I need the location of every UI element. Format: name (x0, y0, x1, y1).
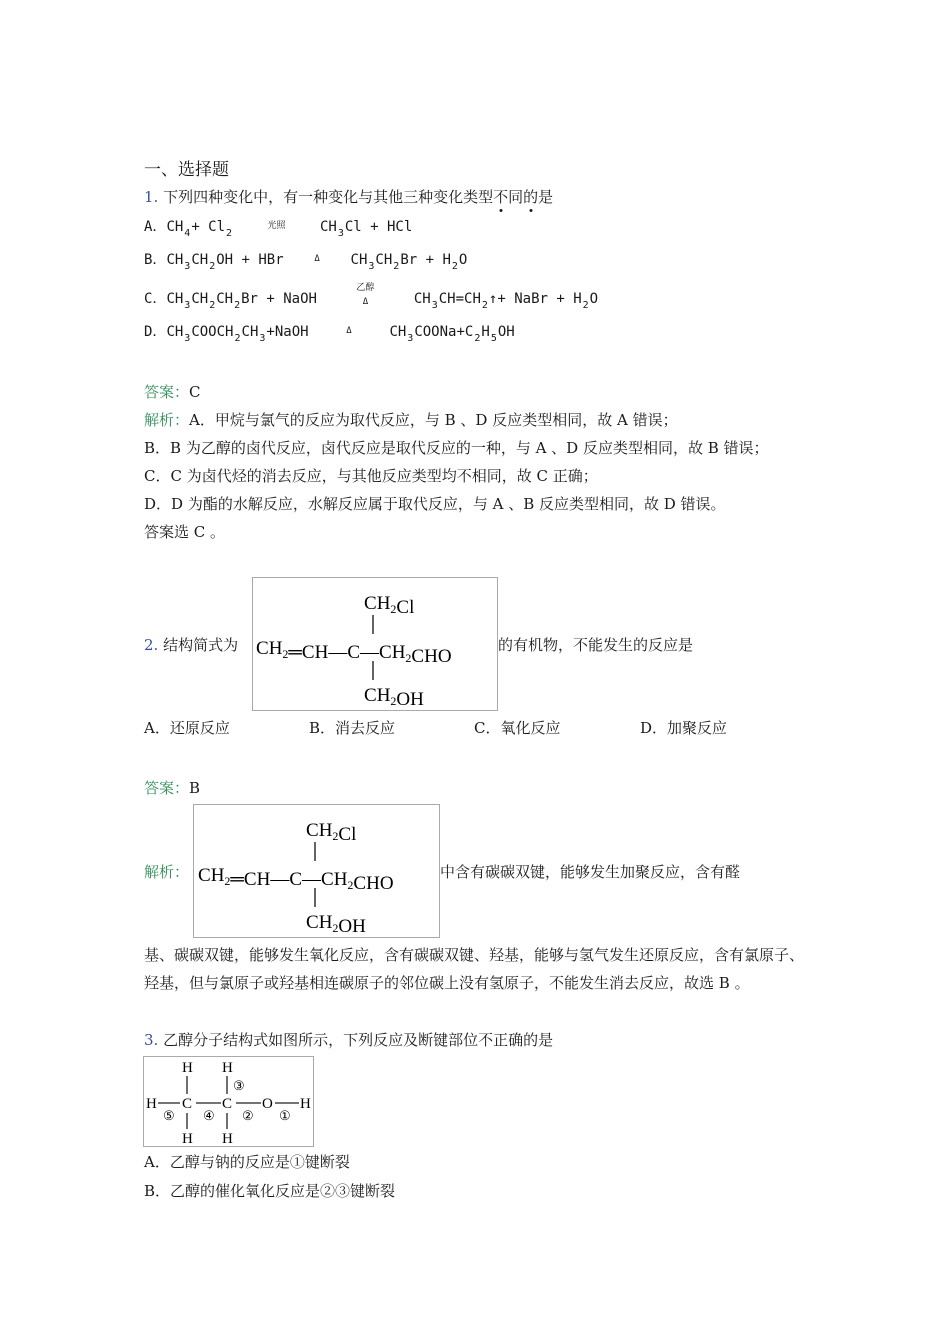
q3-option-a: A．乙醇与钠的反应是①键断裂 (144, 1153, 350, 1171)
q2-analysis-structure (193, 804, 440, 938)
atom-h: H (182, 1131, 193, 1146)
bond-3-label: ③ (233, 1078, 245, 1093)
atom-c: C (182, 1096, 193, 1112)
atom-h: H (300, 1096, 311, 1112)
q2-stem-post: 的有机物，不能发生的反应是 (498, 636, 694, 654)
q1-number: 1. (144, 188, 159, 206)
q1-answer: 答案：C (144, 383, 201, 401)
bond-4-label: ④ (203, 1108, 215, 1123)
bond-1-label: ① (279, 1108, 291, 1123)
reaction-condition: Δ (346, 326, 352, 336)
struct-top-group: $CH_2Cl$ (364, 593, 415, 618)
q2-option-d: D．加聚反应 (640, 719, 728, 737)
reaction-condition: Δ (314, 254, 320, 264)
q2-answer: 答案：B (144, 779, 201, 797)
ethanol-structure-diagram (143, 1056, 314, 1147)
q3-stem: 3. 乙醇分子结构式如图所示，下列反应及断键部位不正确的是 (144, 1031, 554, 1049)
atom-h: H (146, 1096, 157, 1112)
q2-option-b: B．消去反应 (309, 719, 396, 737)
q1-option-a: A．$CH_4+ Cl_2$ 光照 $CH_3Cl$ + HCl (144, 219, 413, 239)
reaction-condition: 光照 (267, 221, 286, 231)
struct-main-chain: $CH_2═CH—C—CH_2CHO$ (198, 865, 394, 894)
struct-main-chain: $CH_2═CH—C—CH_2CHO$ (256, 638, 452, 667)
reaction-condition: 乙醇 Δ (356, 283, 375, 307)
q2-analysis-rest: 基、碳碳双键，能够发生氧化反应，含有碳碳双键、羟基，能够与氢气发生还原反应，含有氯原子、羟基，但与氯原子或羟基相连碳原子的邻位碳上没有氢原子，不能发生消去反应，故选 B 。 (144, 946, 805, 992)
atom-c: C (222, 1096, 233, 1112)
q2-option-a: A．还原反应 (144, 719, 230, 737)
section-title: 一、选择题 (144, 160, 229, 180)
struct-top-group: $CH_2Cl$ (306, 820, 357, 845)
q2-stem-pre: 2. 结构简式为 (144, 636, 239, 654)
atom-h: H (182, 1060, 193, 1076)
q2-analysis-inline: 中含有碳碳双键，能够发生加聚反应，含有醛 (440, 863, 741, 881)
bond-2-label: ② (242, 1108, 254, 1123)
atom-o: O (262, 1096, 273, 1112)
struct-bottom-group: $CH_2OH$ (364, 685, 424, 710)
q3-option-b: B．乙醇的催化氧化反应是②③键断裂 (144, 1182, 396, 1200)
struct-bottom-group: $CH_2OH$ (306, 912, 366, 937)
bond-5-label: ⑤ (163, 1108, 175, 1123)
q1-option-c: C．$CH_3CH_2CH_2Br$ + NaOH 乙醇 Δ $CH_3CH=CH_2↑+$ NaBr + $H_2O$ (144, 283, 599, 311)
q1-option-b: B．$CH_3CH_2OH$ + HBr Δ $CH_3CH_2Br + H_2O$ (144, 252, 468, 272)
atom-h: H (222, 1131, 233, 1146)
q2-option-c: C．氧化反应 (474, 719, 561, 737)
atom-h: H (222, 1060, 233, 1076)
q2-analysis-label: 解析： (144, 863, 190, 881)
q1-stem: 1. 下列四种变化中，有一种变化与其他三种变化类型不同的是 (144, 188, 554, 206)
q1-option-d: D．$CH_3COOCH_2CH_3+NaOH$ Δ $CH_3COONa+C_2H_5OH$ (144, 324, 515, 344)
q1-analysis: 解析：A．甲烷与氯气的反应为取代反应，与 B 、D 反应类型相同，故 A 错误； B．B 为乙醇的卤代反应，卤代反应是取代反应的一种，与 A 、D 反应类型相同，故 B 错误； C．C 为卤代烃的消去反应，与其他反应类型均不相同，故 C 正确； D．D 为酯的水解反应，水解反应属于取代反应，与 A 、B 反应类型相同，故 D 错误。 答案选 C 。 (144, 411, 769, 541)
q2-structure-figure (252, 577, 498, 711)
